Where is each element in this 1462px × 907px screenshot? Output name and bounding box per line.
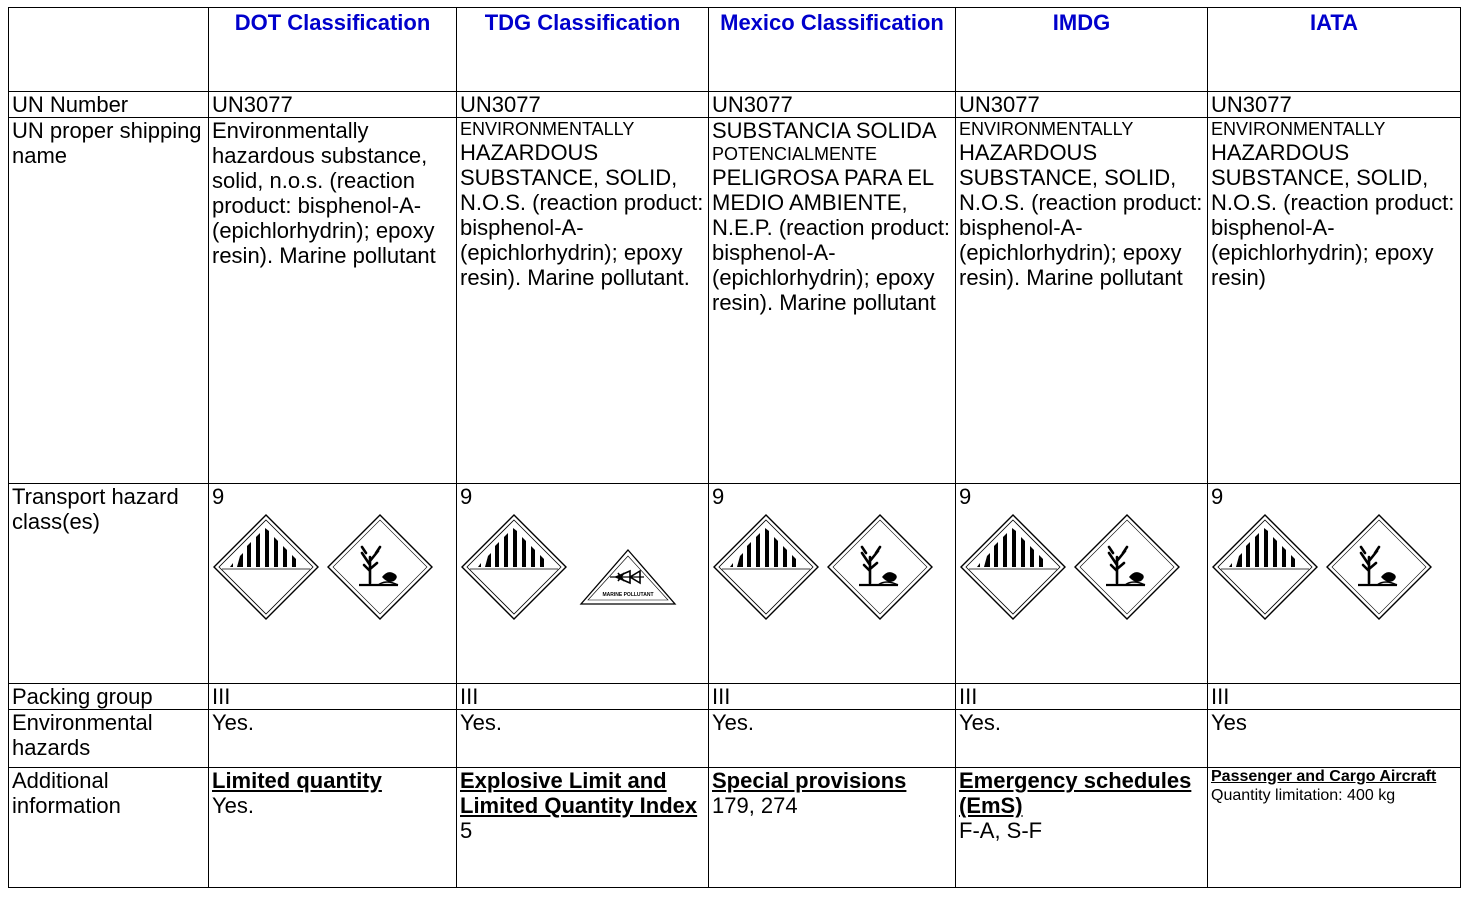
hazard-pictograms-imdg	[959, 513, 1204, 621]
shipping-name-mexico	[709, 118, 956, 484]
env-hazards-imdg: Yes.	[956, 710, 1208, 768]
packing-group-mexico: III	[709, 684, 956, 710]
row-label-packing-group: Packing group	[9, 684, 209, 710]
additional-dot-value: Yes.	[212, 793, 255, 818]
row-shipping-name	[9, 118, 1461, 484]
shipping-name-tdg-rest: HAZARDOUS SUBSTANCE, SOLID, N.O.S. (reaction product: bisphenol-A-(epichlorhydrin); epoxy resin). Marine pollutant.	[460, 140, 704, 290]
header-iata: IATA	[1208, 8, 1461, 92]
row-hazard-class	[9, 484, 1461, 684]
corner-cell	[9, 8, 209, 92]
additional-iata-value: Quantity limitation: 400 kg	[1211, 787, 1396, 804]
un-number-mexico: UN3077	[709, 92, 956, 118]
additional-iata-heading: Passenger and Cargo Aircraft	[1211, 768, 1437, 785]
row-label-env-hazards: Environmental hazards	[9, 710, 209, 768]
hazard-pictograms-tdg	[460, 513, 705, 621]
packing-group-tdg: III	[457, 684, 709, 710]
shipping-name-tdg-line1: ENVIRONMENTALLY	[460, 119, 635, 139]
row-packing-group	[9, 684, 1461, 710]
environment-hazard-diamond-icon	[826, 513, 934, 621]
un-number-imdg: UN3077	[956, 92, 1208, 118]
additional-mexico-heading: Special provisions	[712, 768, 907, 793]
packing-group-iata: III	[1208, 684, 1461, 710]
packing-group-dot: III	[209, 684, 457, 710]
hazard-class-iata-value: 9	[1211, 484, 1224, 509]
additional-imdg	[956, 768, 1208, 888]
header-tdg: TDG Classification	[457, 8, 709, 92]
un-number-tdg: UN3077	[457, 92, 709, 118]
hazard-class-mexico-value: 9	[712, 484, 725, 509]
class-9-diamond-icon	[212, 513, 320, 621]
marine-pollutant-triangle-icon	[578, 547, 678, 607]
header-row	[9, 8, 1461, 92]
hazard-class-iata	[1208, 484, 1461, 684]
additional-tdg-value: 5	[460, 818, 473, 843]
hazard-pictograms-mexico	[712, 513, 952, 621]
additional-imdg-heading: Emergency schedules (EmS)	[959, 768, 1192, 818]
shipping-name-imdg	[956, 118, 1208, 484]
additional-dot	[209, 768, 457, 888]
shipping-name-imdg-rest: HAZARDOUS SUBSTANCE, SOLID, N.O.S. (reaction product: bisphenol-A-(epichlorhydrin); epoxy resin). Marine pollutant	[959, 140, 1203, 290]
hazard-class-tdg-value: 9	[460, 484, 473, 509]
additional-iata	[1208, 768, 1461, 888]
marine-pollutant-mark	[578, 547, 678, 607]
environment-hazard-diamond-icon	[326, 513, 434, 621]
row-un-number	[9, 92, 1461, 118]
row-label-un-number: UN Number	[9, 92, 209, 118]
hazard-pictograms-iata	[1211, 513, 1457, 621]
additional-tdg-heading: Explosive Limit and Limited Quantity Index	[460, 768, 698, 818]
env-hazards-tdg: Yes.	[457, 710, 709, 768]
marine-pollutant-caption: MARINE POLLUTANT	[602, 592, 654, 598]
shipping-name-iata-rest: HAZARDOUS SUBSTANCE, SOLID, N.O.S. (reaction product: bisphenol-A-(epichlorhydrin); epoxy resin)	[1211, 140, 1455, 290]
row-additional-info	[9, 768, 1461, 888]
env-hazards-dot: Yes.	[209, 710, 457, 768]
un-number-dot: UN3077	[209, 92, 457, 118]
additional-tdg	[457, 768, 709, 888]
additional-dot-heading: Limited quantity	[212, 768, 382, 793]
class-9-diamond-icon	[712, 513, 820, 621]
header-mexico: Mexico Classification	[709, 8, 956, 92]
additional-mexico	[709, 768, 956, 888]
header-dot: DOT Classification	[209, 8, 457, 92]
env-hazards-mexico: Yes.	[709, 710, 956, 768]
hazard-class-dot	[209, 484, 457, 684]
shipping-name-mexico-line1: SUBSTANCIA SOLIDA	[712, 118, 937, 143]
additional-imdg-value: F-A, S-F	[959, 818, 1043, 843]
row-label-shipping-name: UN proper shipping name	[9, 118, 209, 484]
shipping-name-imdg-line1: ENVIRONMENTALLY	[959, 119, 1134, 139]
env-hazards-iata: Yes	[1208, 710, 1461, 768]
hazard-class-mexico	[709, 484, 956, 684]
hazard-class-imdg	[956, 484, 1208, 684]
transport-info-table	[8, 7, 1461, 888]
shipping-name-mexico-rest: PELIGROSA PARA EL MEDIO AMBIENTE, N.E.P. (reaction product: bisphenol-A-(epichlorhydrin); epoxy resin). Marine pollutant	[712, 165, 951, 315]
shipping-name-mexico-line2: POTENCIALMENTE	[712, 144, 878, 164]
un-number-iata: UN3077	[1208, 92, 1461, 118]
class-9-diamond-icon	[959, 513, 1067, 621]
hazard-class-imdg-value: 9	[959, 484, 972, 509]
header-imdg: IMDG	[956, 8, 1208, 92]
class-9-diamond-icon	[460, 513, 568, 621]
shipping-name-tdg	[457, 118, 709, 484]
class-9-diamond-icon	[1211, 513, 1319, 621]
row-label-additional-info: Additional information	[9, 768, 209, 888]
row-label-hazard-class: Transport hazard class(es)	[9, 484, 209, 684]
hazard-class-tdg	[457, 484, 709, 684]
shipping-name-dot: Environmentally hazardous substance, solid, n.o.s. (reaction product: bisphenol-A-(epichlorhydrin); epoxy resin). Marine pollutant	[209, 118, 457, 484]
shipping-name-iata-line1: ENVIRONMENTALLY	[1211, 119, 1386, 139]
environment-hazard-diamond-icon	[1325, 513, 1433, 621]
packing-group-imdg: III	[956, 684, 1208, 710]
hazard-class-dot-value: 9	[212, 484, 225, 509]
additional-mexico-value: 179, 274	[712, 793, 798, 818]
row-env-hazards	[9, 710, 1461, 768]
environment-hazard-diamond-icon	[1073, 513, 1181, 621]
hazard-pictograms-dot	[212, 513, 453, 621]
shipping-name-iata	[1208, 118, 1461, 484]
